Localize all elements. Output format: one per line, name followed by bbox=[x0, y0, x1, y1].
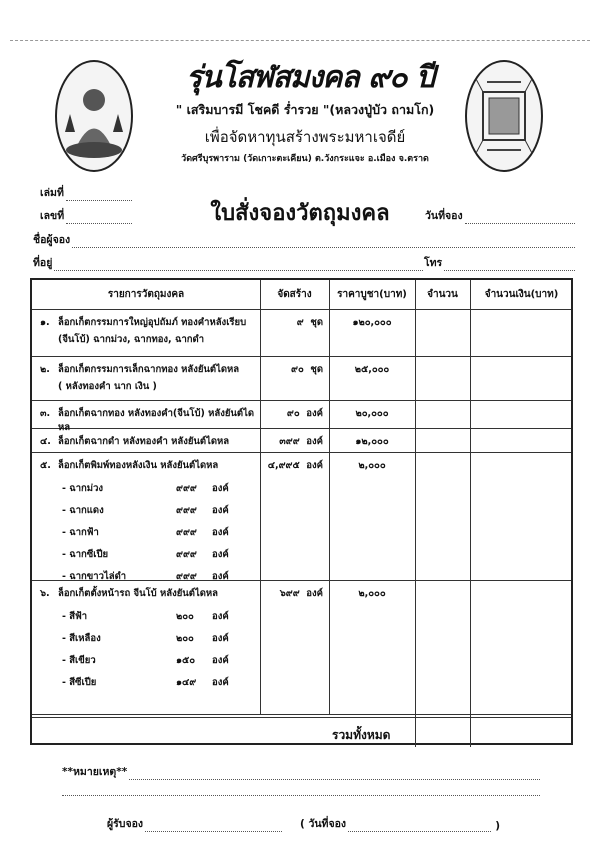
item-price: ๒๐,๐๐๐ bbox=[355, 408, 389, 419]
book-no-field[interactable] bbox=[40, 184, 132, 201]
receive-date-close: ) bbox=[495, 820, 500, 832]
amount-input[interactable] bbox=[471, 429, 572, 451]
temple-address: วัดศรีบุรพาราม (วัดเกาะตะเคียน) ต.วังกระแจะ อ.เมือง จ.ตราด bbox=[181, 154, 429, 164]
row-divider bbox=[32, 714, 571, 715]
quantity-input[interactable] bbox=[416, 357, 469, 379]
item-name-detail: ( หลังทองคำ นาก เงิน ) bbox=[58, 381, 157, 392]
item-produced: ๙ ชุด bbox=[296, 317, 323, 328]
form-title: ใบสั่งจองวัตถุมงคล bbox=[210, 201, 390, 226]
item-number: ๓. bbox=[40, 408, 51, 419]
page-title: รุ่นโสฬสมงคล ๙๐ ปี bbox=[186, 60, 434, 95]
header-price: ราคาบูชา(บาท) bbox=[337, 289, 407, 300]
header-amount: จำนวนเงิน(บาท) bbox=[484, 289, 559, 300]
date-label: วันที่จอง bbox=[425, 210, 463, 222]
sub-item-qty: ๙๙๙ bbox=[176, 571, 197, 582]
item-produced: ๙๐ ชุด bbox=[291, 364, 323, 375]
number-line bbox=[66, 213, 132, 224]
sub-item-unit: องค์ bbox=[212, 483, 229, 494]
address-label: ที่อยู่ bbox=[33, 257, 53, 269]
purpose: เพื่อจัดหาทุนสร้างพระมหาเจดีย์ bbox=[204, 128, 406, 146]
item-price: ๑๒๐,๐๐๐ bbox=[352, 317, 392, 328]
quantity-input[interactable] bbox=[416, 310, 469, 332]
item-number: ๖. bbox=[40, 588, 50, 599]
item-price: ๒,๐๐๐ bbox=[358, 460, 386, 471]
note-label: **หมายเหตุ** bbox=[62, 766, 128, 778]
sub-item-unit: องค์ bbox=[212, 527, 229, 538]
name-field[interactable] bbox=[33, 231, 575, 248]
sub-item-label: - ฉากแดง bbox=[62, 505, 104, 516]
receiver-field[interactable] bbox=[107, 815, 282, 832]
sub-item-unit: องค์ bbox=[212, 505, 229, 516]
amount-input[interactable] bbox=[471, 310, 572, 332]
sub-item-qty: ๙๙๙ bbox=[176, 549, 197, 560]
sub-item-qty: ๒๐๐ bbox=[176, 611, 194, 622]
header-produced: จัดสร้าง bbox=[277, 289, 312, 300]
phone-field[interactable] bbox=[424, 254, 575, 271]
column-divider bbox=[470, 280, 471, 714]
item-price: ๑๒,๐๐๐ bbox=[355, 436, 389, 447]
order-table bbox=[30, 278, 573, 745]
phone-label: โทร bbox=[424, 257, 443, 269]
monk-emblem-logo bbox=[55, 60, 133, 172]
receive-date-label: ( วันที่จอง bbox=[300, 818, 347, 830]
receiver-line bbox=[145, 821, 282, 832]
sub-item-unit: องค์ bbox=[212, 571, 229, 582]
item-produced: ๙๐ องค์ bbox=[286, 408, 323, 419]
sub-item-label: - ฉากม่วง bbox=[62, 483, 104, 494]
item-name: ล็อกเก็ตกรรมการเล็กฉากทอง หลังยันต์ไดหล bbox=[58, 364, 240, 375]
item-produced: ๓๙๙ องค์ bbox=[279, 436, 323, 447]
column-divider bbox=[415, 714, 416, 747]
sub-item-unit: องค์ bbox=[212, 677, 229, 688]
item-name: ล็อกเก็ตตั้งหน้ารถ จีนโบ้ หลังยันต์ไดหล bbox=[58, 588, 218, 599]
item-price: ๒๕,๐๐๐ bbox=[354, 364, 390, 375]
quantity-input[interactable] bbox=[416, 401, 469, 423]
note-line bbox=[129, 769, 540, 780]
sub-item-label: - สีเขียว bbox=[62, 655, 96, 666]
date-line bbox=[465, 213, 575, 224]
item-name: ล็อกเก็ตพิมพ์ทองหลังเงิน หลังยันต์ไดหล bbox=[58, 460, 219, 471]
sub-item-qty: ๑๕๐ bbox=[176, 655, 196, 666]
sub-item-qty: ๙๙๙ bbox=[176, 527, 197, 538]
quantity-input[interactable] bbox=[416, 429, 469, 451]
subtitle: " เสริมบารมี โชคดี ร่ำรวย "(หลวงปู่บัว ถามโก) bbox=[175, 102, 435, 117]
item-produced: ๖๙๙ องค์ bbox=[279, 588, 323, 599]
sub-item-qty: ๙๙๙ bbox=[176, 505, 197, 516]
sub-item-label: - ฉากซีเปีย bbox=[62, 549, 109, 560]
column-divider bbox=[260, 280, 261, 714]
header-quantity: จำนวน bbox=[427, 289, 458, 300]
item-number: ๔. bbox=[40, 436, 51, 447]
item-name: ล็อกเก็ตฉากทอง หลังทองคำ(จีนโบ้) หลังยันต์ไดหล bbox=[58, 408, 255, 433]
amount-input[interactable] bbox=[471, 357, 572, 379]
book-no-label: เล่มที่ bbox=[40, 187, 64, 199]
item-name: ล็อกเก็ตกรรมการใหญ่อุปถัมภ์ ทองคำหลังเรียบ bbox=[58, 317, 247, 328]
sub-item-unit: องค์ bbox=[212, 633, 229, 644]
item-price: ๒,๐๐๐ bbox=[358, 588, 386, 599]
receiver-label: ผู้รับจอง bbox=[107, 818, 144, 830]
phone-line bbox=[444, 260, 575, 271]
column-divider bbox=[415, 280, 416, 714]
amount-input[interactable] bbox=[471, 581, 572, 603]
item-number: ๑. bbox=[40, 317, 50, 328]
sub-item-label: - ฉากขาวไล่ดำ bbox=[62, 571, 127, 582]
row-divider bbox=[32, 717, 571, 718]
yantra-emblem-logo bbox=[465, 60, 543, 172]
sub-item-label: - สีฟ้า bbox=[62, 611, 88, 622]
sub-item-qty: ๑๔๙ bbox=[176, 677, 197, 688]
sub-item-qty: ๙๙๙ bbox=[176, 483, 197, 494]
name-line bbox=[72, 237, 575, 248]
amount-input[interactable] bbox=[471, 401, 572, 423]
name-label: ชื่อผู้จอง bbox=[33, 234, 71, 246]
address-field[interactable] bbox=[33, 254, 423, 271]
number-field[interactable] bbox=[40, 207, 132, 224]
item-number: ๕. bbox=[40, 460, 51, 471]
number-label: เลขที่ bbox=[40, 210, 65, 222]
quantity-input[interactable] bbox=[416, 581, 469, 603]
item-produced: ๔,๙๙๕ องค์ bbox=[267, 460, 323, 471]
quantity-input[interactable] bbox=[416, 453, 469, 475]
item-name-detail: (จีนโบ้) ฉากม่วง, ฉากทอง, ฉากดำ bbox=[58, 334, 205, 345]
note-field[interactable] bbox=[62, 763, 540, 780]
sub-item-label: - สีเหลือง bbox=[62, 633, 101, 644]
sub-item-label: - สีซีเปีย bbox=[62, 677, 97, 688]
sub-item-unit: องค์ bbox=[212, 655, 229, 666]
receive-date-field[interactable] bbox=[300, 815, 500, 832]
sub-item-unit: องค์ bbox=[212, 549, 229, 560]
column-divider bbox=[470, 714, 471, 747]
amount-input[interactable] bbox=[471, 453, 572, 475]
sub-item-unit: องค์ bbox=[212, 611, 229, 622]
address-line bbox=[54, 260, 423, 271]
header-item: รายการวัตถุมงคล bbox=[107, 289, 185, 300]
sub-item-label: - ฉากฟ้า bbox=[62, 527, 99, 538]
receive-date-line bbox=[348, 821, 491, 832]
sub-item-qty: ๒๐๐ bbox=[176, 633, 194, 644]
note-line-2[interactable] bbox=[62, 795, 540, 796]
date-field[interactable] bbox=[425, 207, 575, 224]
cut-line bbox=[10, 40, 590, 41]
item-name: ล็อกเก็ตฉากดำ หลังทองคำ หลังยันต์ไดหล bbox=[58, 436, 230, 447]
item-number: ๒. bbox=[40, 364, 50, 375]
book-no-line bbox=[66, 190, 132, 201]
total-label: รวมทั้งหมด bbox=[332, 728, 391, 742]
column-divider bbox=[329, 280, 330, 714]
